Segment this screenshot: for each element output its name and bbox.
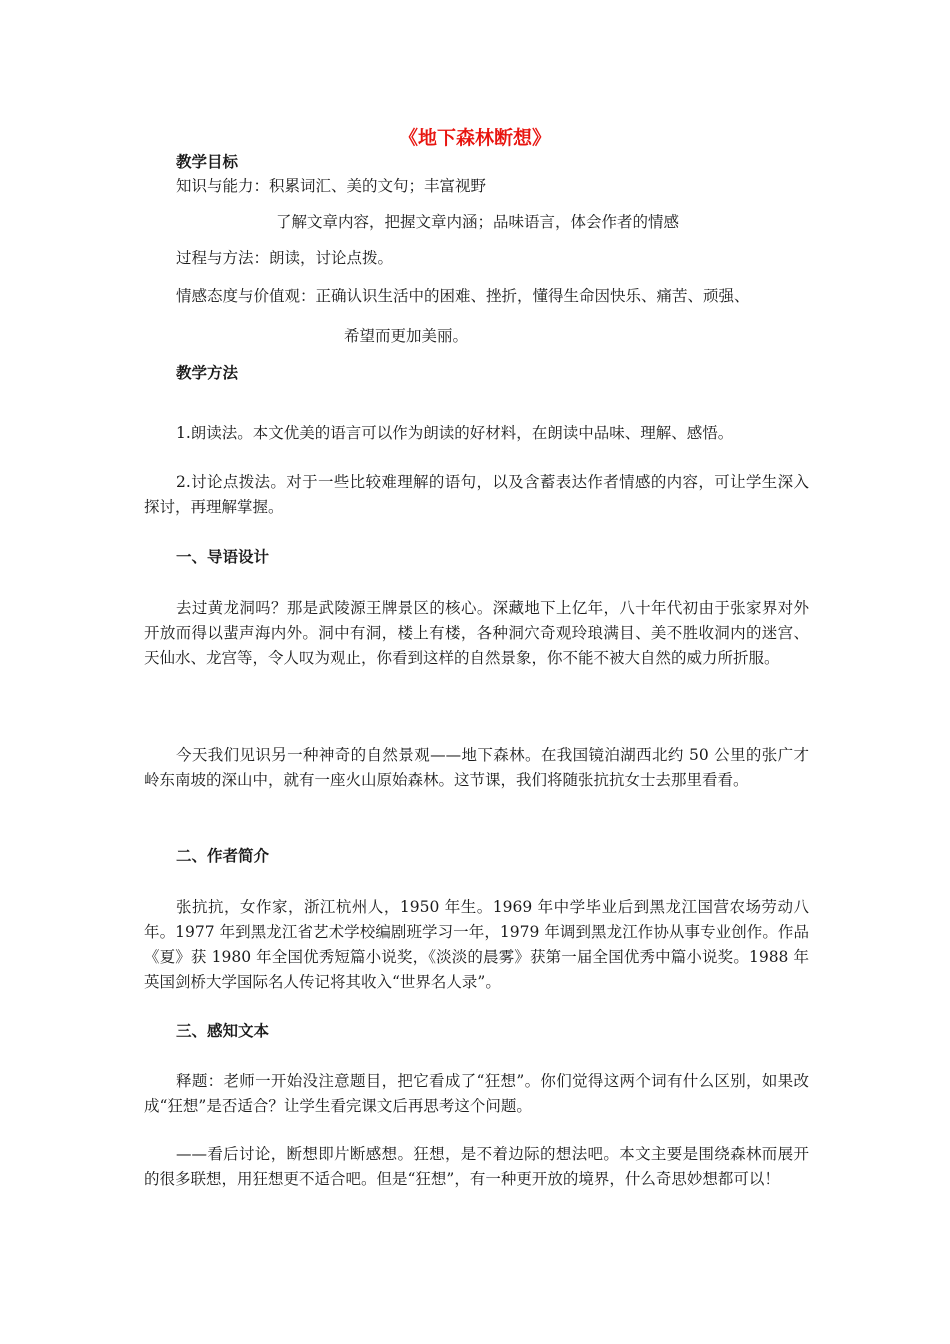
section-heading-text: 三、感知文本 [176,1021,270,1040]
intro-paragraph-2: 今天我们见识另一种神奇的自然景观——地下森林。在我国镜泊湖西北约 50 公里的张广才岭东南坡的深山中，就有一座火山原始森林。这节课，我们将随张抗抗女士去那里看看。 [144,746,809,789]
objective-knowledge-line-2: 了解文章内容，把握文章内涵；品味语言，体会作者的情感 [276,213,680,231]
document-title: 《地下森林断想》 [398,127,551,149]
methods-heading: 教学方法 [176,363,239,382]
intro-paragraph-1: 去过黄龙洞吗？那是武陵源王牌景区的核心。深藏地下上亿年，八十年代初由于张家界对外开放而得以蜚声海内外。洞中有洞，楼上有楼，各种洞穴奇观玲琅满目、美不胜收洞内的迷宫、天仙水、龙宫等，令人叹为观止，你看到这样的自然景象，你不能不被大自然的威力所折服。 [144,599,809,667]
objective-knowledge-line: 知识与能力：积累词汇、美的文句；丰富视野 [176,177,487,195]
method-item-reading: 1.朗读法。本文优美的语言可以作为朗读的好材料，在朗读中品味、理解、感悟。 [176,424,734,442]
author-paragraph: 张抗抗，女作家，浙江杭州人，1950 年生。1969 年中学毕业后到黑龙江国营农场劳动八年。1977 年到黑龙江省艺术学校编剧班学习一年，1979 年调到黑龙江作协从事专业创作。作品《夏》获 1980 年全国优秀短篇小说奖，《淡淡的晨雾》获第一届全国优秀中篇小说奖。1988 年英国剑桥大学国际名人传记将其收入“世界名人录”。 [144,898,809,991]
section-heading-author: 二、作者简介 [176,846,270,865]
method-item-discussion: 2.讨论点拨法。对于一些比较难理解的语句，以及含蓄表达作者情感的内容，可让学生深入探讨，再理解掌握。 [144,473,809,516]
objective-emotion-line: 情感态度与价值观：正确认识生活中的困难、挫折，懂得生命因快乐、痛苦、顽强、 [176,287,750,305]
text-paragraph-discussion: ——看后讨论，断想即片断感想。狂想，是不着边际的想法吧。本文主要是围绕森林而展开的很多联想，用狂想更不适合吧。但是“狂想”，有一种更开放的境界，什么奇思妙想都可以！ [144,1145,809,1188]
objectives-heading: 教学目标 [176,152,239,171]
objective-process-line: 过程与方法：朗读，讨论点拨。 [176,249,394,267]
objective-emotion-line-2: 希望而更加美丽。 [344,327,469,345]
section-heading-intro: 一、导语设计 [176,547,270,566]
text-paragraph-title-explanation: 释题：老师一开始没注意题目，把它看成了“狂想”。你们觉得这两个词有什么区别，如果改成“狂想”是否适合？让学生看完课文后再思考这个问题。 [144,1072,809,1115]
